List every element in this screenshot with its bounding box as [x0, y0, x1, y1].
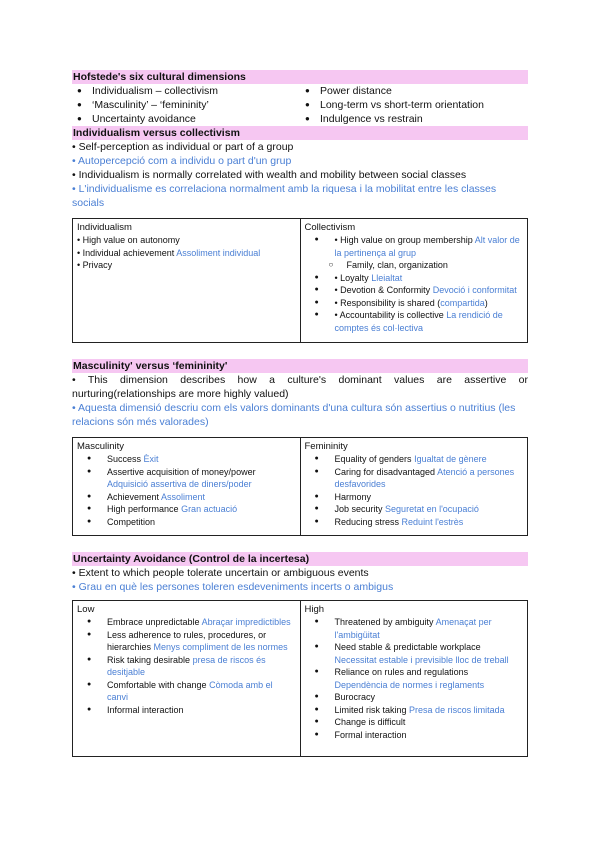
- cell-title: High: [304, 604, 325, 615]
- dimension-item: ● Uncertainty avoidance: [92, 112, 300, 126]
- list-item: ● • Responsibility is shared (compartida): [335, 297, 524, 310]
- dimension-item: ● Long-term vs short-term orientation: [320, 98, 528, 112]
- list-item: ● Informal interaction: [107, 704, 296, 717]
- bullet-translation: • Aquesta dimensió descriu com els valors dominants d'una cultura són assertius o nutritius (les relacions són més valorades): [72, 402, 516, 428]
- cell-title: Low: [77, 604, 95, 615]
- uncertainty-heading: Uncertainty Avoidance (Control de la incertesa): [72, 552, 528, 566]
- list-item: ● Threatened by ambiguity Amenaçat per l'ambigüitat: [335, 616, 524, 641]
- list-item: • Individual achievement Assoliment individual: [77, 247, 261, 258]
- list-item: ● • Loyalty Lleialtat: [335, 272, 524, 285]
- dimensions-list: [72, 84, 528, 126]
- list-item: ● • High value on group membership Alt valor de la pertinença al grup: [335, 234, 524, 259]
- list-item: ● Change is difficult: [335, 716, 524, 729]
- sub-item: ○ Family, clan, organization: [305, 259, 524, 272]
- dimension-item: ● ‘Masculinity’ – ‘femininity’: [92, 98, 300, 112]
- list-item: ● High performance Gran actuació: [107, 503, 296, 516]
- masculinity-table: [72, 437, 528, 536]
- dimension-item: ● Individualism – collectivism: [92, 84, 300, 98]
- bullet-text: • Self-perception as individual or part of a group: [72, 141, 294, 153]
- bullet-translation: • Grau en què les persones toleren esdeveniments incerts o ambigus: [72, 581, 394, 593]
- list-item: ● Harmony: [335, 491, 524, 504]
- bullet-text: • Extent to which people tolerate uncertain or ambiguous events: [72, 567, 369, 579]
- list-item: ● Embrace unpredictable Abraçar impredictibles: [107, 616, 296, 629]
- list-item: ● Assertive acquisition of money/power Adquisició assertiva de diners/poder: [107, 466, 296, 491]
- individualism-heading: Individualism versus collectivism: [72, 126, 528, 140]
- list-item: ● Caring for disadvantaged Atenció a persones desfavorides: [335, 466, 524, 491]
- list-item: ● Reducing stress Reduint l'estrès: [335, 516, 524, 529]
- list-item: ● Formal interaction: [335, 729, 524, 742]
- document-page: [72, 70, 528, 757]
- list-item: ● • Devotion & Conformity Devoció i conformitat: [335, 284, 524, 297]
- hofstede-heading: Hofstede's six cultural dimensions: [72, 70, 528, 84]
- bullet-text: • This dimension describes how a culture's dominant values are assertive or nurturing(relationships are more highly valued): [72, 374, 528, 400]
- individualism-table: [72, 218, 528, 343]
- cell-title: Masculinity: [77, 441, 124, 452]
- list-item: ● Limited risk taking Presa de riscos limitada: [335, 704, 524, 717]
- bullet-translation: • Autopercepció com a individu o part d'un grup: [72, 155, 292, 167]
- cell-title: Femininity: [304, 441, 348, 452]
- list-item: ● Comfortable with change Còmoda amb el canvi: [107, 679, 296, 704]
- list-item: ● Success Èxit: [107, 453, 296, 466]
- list-item: ● Competition: [107, 516, 296, 529]
- list-item: • High value on autonomy: [77, 235, 180, 245]
- list-item: ● Equality of genders Igualtat de gènere: [335, 453, 524, 466]
- list-item: ● Achievement Assoliment: [107, 491, 296, 504]
- bullet-text: • Individualism is normally correlated with wealth and mobility between social classes: [72, 169, 467, 181]
- cell-title: Individualism: [77, 222, 132, 233]
- list-item: • Privacy: [77, 260, 113, 270]
- list-item: ● Risk taking desirable presa de riscos és desitjable: [107, 654, 296, 679]
- uncertainty-table: [72, 600, 528, 757]
- bullet-translation: • L'individualisme es correlaciona normalment amb la riquesa i la mobilitat entre les classes socials: [72, 183, 497, 209]
- list-item: ● Need stable & predictable workplace Necessitat estable i previsible lloc de treball: [335, 641, 524, 666]
- list-item: ● Job security Seguretat en l'ocupació: [335, 503, 524, 516]
- cell-title: Collectivism: [304, 222, 356, 233]
- dimension-item: ● Power distance: [320, 84, 528, 98]
- masculinity-heading: Masculinity' versus ‘femininity': [72, 359, 528, 373]
- dimension-item: ● Indulgence vs restrain: [320, 112, 528, 126]
- list-item: ● Less adherence to rules, procedures, or hierarchies Menys compliment de les normes: [107, 629, 296, 654]
- list-item: ● Reliance on rules and regulations Dependència de normes i reglaments: [335, 666, 524, 691]
- list-item: ● • Accountability is collective La rendició de comptes és col·lectiva: [335, 309, 524, 334]
- list-item: ● Burocracy: [335, 691, 524, 704]
